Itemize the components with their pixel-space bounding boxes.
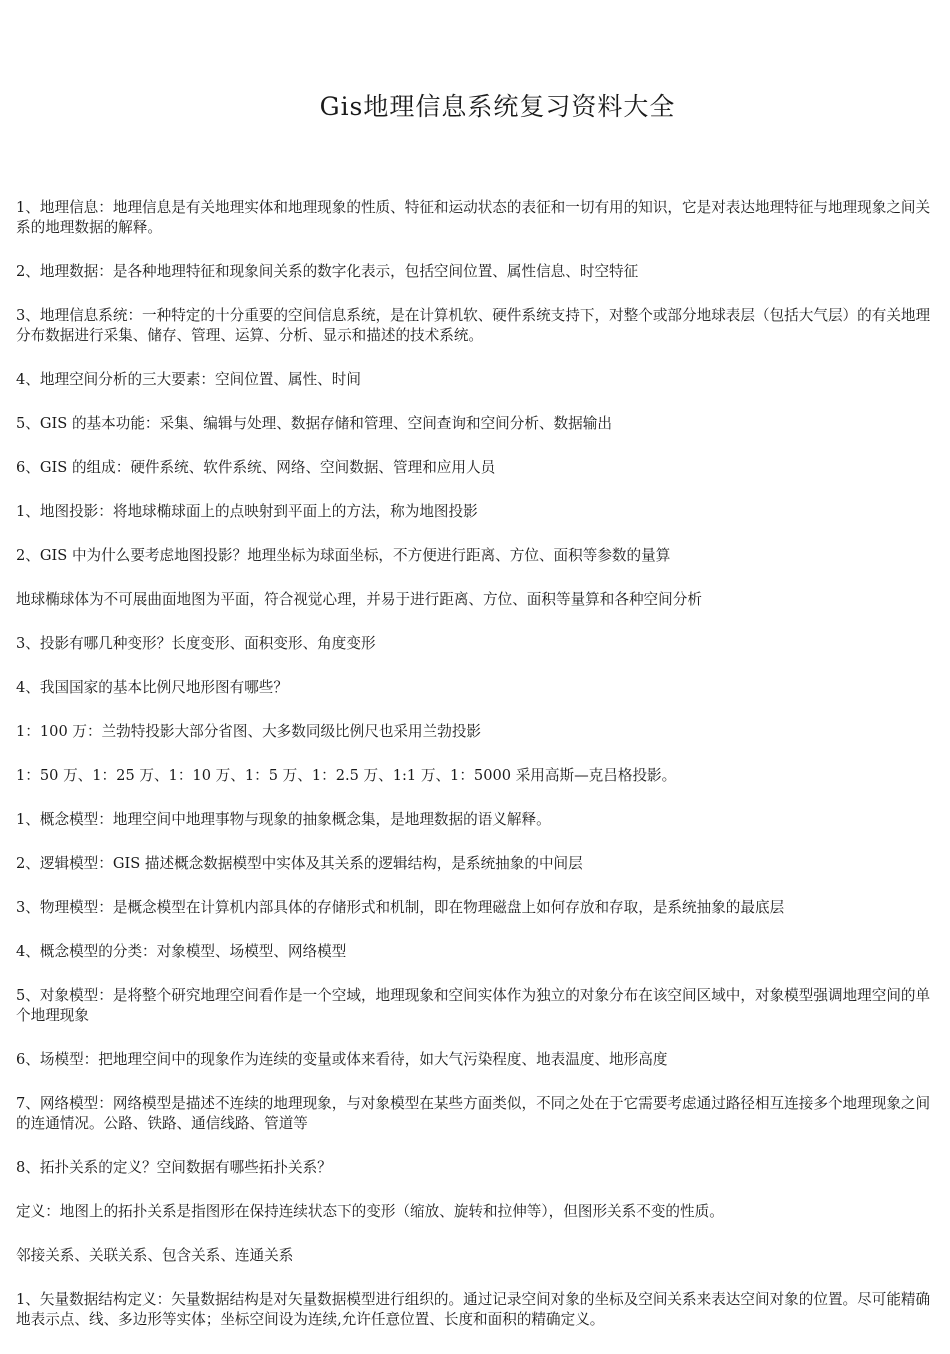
paragraph: 7、网络模型：网络模型是描述不连续的地理现象，与对象模型在某些方面类似，不同之处在于它需要考虑通过路径相互连接多个地理现象之间的连通情况。公路、铁路、通信线路、管道等 (16, 1095, 931, 1132)
paragraph: 4、概念模型的分类：对象模型、场模型、网络模型 (16, 943, 347, 960)
paragraph: 地球椭球体为不可展曲面地图为平面，符合视觉心理，并易于进行距离、方位、面积等量算和各种空间分析 (16, 591, 702, 608)
paragraph: 6、GIS 的组成：硬件系统、软件系统、网络、空间数据、管理和应用人员 (16, 459, 496, 476)
paragraph: 1、概念模型：地理空间中地理事物与现象的抽象概念集，是地理数据的语义解释。 (16, 811, 551, 828)
paragraph: 5、GIS 的基本功能：采集、编辑与处理、数据存储和管理、空间查询和空间分析、数据输出 (16, 415, 612, 432)
paragraph: 1、矢量数据结构定义：矢量数据结构是对矢量数据模型进行组织的。通过记录空间对象的坐标及空间关系来表达空间对象的位置。尽可能精确地表示点、线、多边形等实体；坐标空间设为连续,允许任意位置、长度和面积的精确定义。 (16, 1291, 931, 1328)
paragraph: 邻接关系、关联关系、包含关系、连通关系 (16, 1247, 294, 1264)
paragraph: 定义：地图上的拓扑关系是指图形在保持连续状态下的变形（缩放、旋转和拉伸等），但图形关系不变的性质。 (16, 1203, 724, 1220)
paragraph: 3、物理模型：是概念模型在计算机内部具体的存储形式和机制，即在物理磁盘上如何存放和存取，是系统抽象的最底层 (16, 899, 785, 916)
paragraph: 1：50 万、1：25 万、1：10 万、1：5 万、1：2.5 万、1:1 万、1：5000 采用高斯—克吕格投影。 (16, 767, 677, 784)
paragraph: 1：100 万：兰勃特投影大部分省图、大多数同级比例尺也采用兰勃投影 (16, 723, 482, 740)
paragraph: 3、投影有哪几种变形？长度变形、面积变形、角度变形 (16, 635, 376, 652)
paragraph: 4、我国国家的基本比例尺地形图有哪些？ (16, 679, 288, 696)
document-title: Gis地理信息系统复习资料大全 (319, 92, 676, 121)
paragraph: 3、地理信息系统：一种特定的十分重要的空间信息系统，是在计算机软、硬件系统支持下，对整个或部分地球表层（包括大气层）的有关地理分布数据进行采集、储存、管理、运算、分析、显示和描述的技术系统。 (16, 307, 931, 344)
paragraph: 5、对象模型：是将整个研究地理空间看作是一个空域，地理现象和空间实体作为独立的对象分布在该空间区域中，对象模型强调地理空间的单个地理现象 (16, 987, 931, 1024)
document-body (16, 198, 940, 1354)
paragraph: 8、拓扑关系的定义？空间数据有哪些拓扑关系？ (16, 1159, 332, 1176)
paragraph: 2、GIS 中为什么要考虑地图投影？地理坐标为球面坐标，不方便进行距离、方位、面积等参数的量算 (16, 547, 671, 564)
paragraph: 1、地理信息：地理信息是有关地理实体和地理现象的性质、特征和运动状态的表征和一切有用的知识，它是对表达地理特征与地理现象之间关系的地理数据的解释。 (16, 199, 931, 236)
paragraph: 4、地理空间分析的三大要素：空间位置、属性、时间 (16, 371, 361, 388)
paragraph: 1、地图投影：将地球椭球面上的点映射到平面上的方法，称为地图投影 (16, 503, 478, 520)
paragraph: 2、逻辑模型：GIS 描述概念数据模型中实体及其关系的逻辑结构，是系统抽象的中间层 (16, 855, 583, 872)
paragraph: 2、地理数据：是各种地理特征和现象间关系的数字化表示，包括空间位置、属性信息、时空特征 (16, 263, 639, 280)
paragraph: 6、场模型：把地理空间中的现象作为连续的变量或体来看待，如大气污染程度、地表温度、地形高度 (16, 1051, 668, 1068)
